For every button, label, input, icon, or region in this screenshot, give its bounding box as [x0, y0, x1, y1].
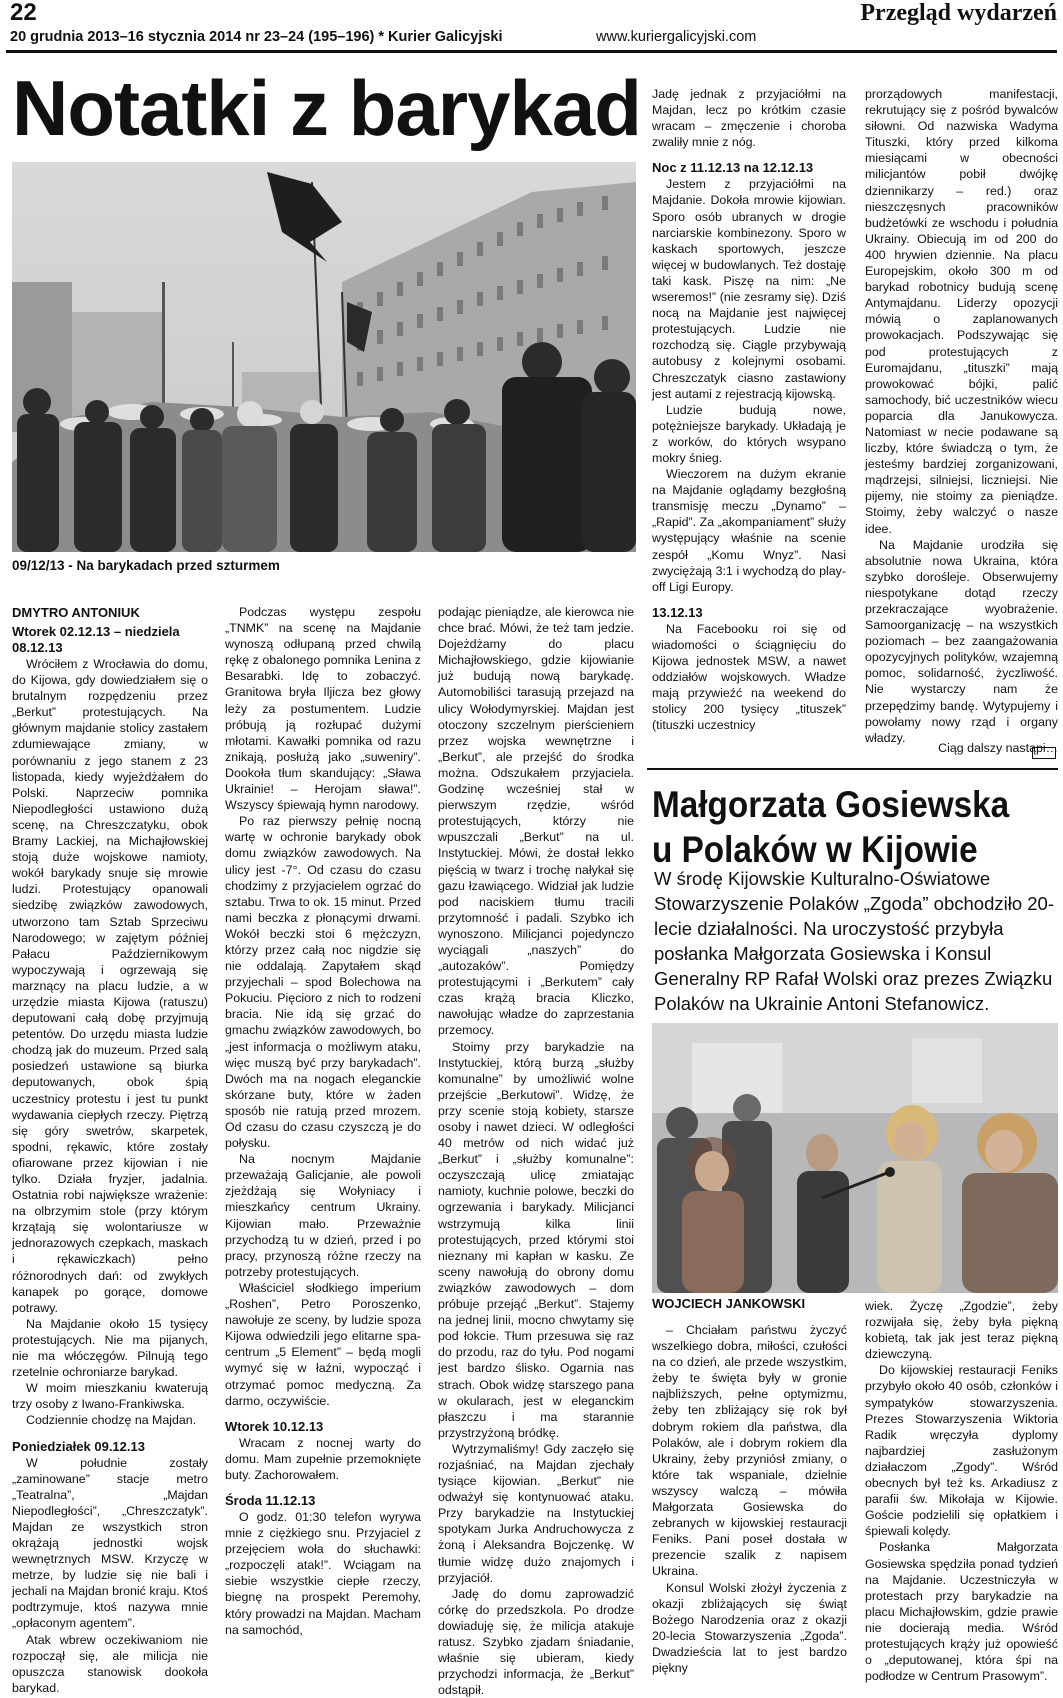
paragraph: Jestem z przyjaciółmi na Majdanie. Dokoła mrowie kijowian. Sporo osób ubranych w drogie narciarskie kombinezony. Sporo w kaskach sportowych, jeszcze więcej w budowlanych. Też dostaję taki kask. Piszę na nim: „Ne wseremos!” (nie zesramy się). Dziś nocą na Majdanie jest najwięcej protestujących. Ludzie nie rozchodzą się. Ciągle przybywają autobusy z kolejnymi osobami. Chreszczatyk ciasno zastawiony jest autami z rejestracją kijowską.: [652, 177, 846, 401]
article2-title-line2: u Polaków w Kijowie: [652, 829, 978, 870]
paragraph: wiek. Życzę „Zgodzie”, żeby rozwijała się, żeby była piękną kobietą, tak jak jest teraz piękną dziewczyną.: [865, 1299, 1058, 1362]
page-number: 22: [10, 0, 37, 26]
paragraph: Jadę do domu zaprowadzić córkę do przedszkola. Po drodze dowiaduję się, że milicja atakuje ratusz. Szybko zjadam śniadanie, właśnie się ubieram, kiedy przychodzi informacja, że „Berkut” odstąpił.: [438, 1586, 634, 1698]
section-title: Przegląd wydarzeń: [860, 0, 1057, 26]
section-heading: Wtorek 10.12.13: [225, 1418, 324, 1434]
site-url[interactable]: www.kuriergalicyjski.com: [596, 29, 757, 45]
paragraph: Wróciłem z Wrocławia do domu, do Kijowa, gdy dowiedziałem się o brutalnym rozpędzeniu przez „Berkut” protestujących. Na głównym majdanie stolicy zastałem zdumiewające zmiany, w porównaniu z jego stanem z 23 listopada, kiedy wyjeżdżałem do Polski. Naprzeciw pomnika Niepodległości ustawiono dużą scenę, na Chreszczatyku, obok Bramy Lackiej, na Michajłowskiej stoją duże wojskowe namioty, wokół barykady snuje się mrowie ludzi. Protestujący opanowali siedzibę związków zawodowych, utworzono tam Sztab Sprzeciwu Narodowego; w zajętym później Pałacu Październikowym wypoczywają i ogrzewają się marznący na placu ludzie, a w urzędzie miasta Kijowa (ratuszu) deputowani całą dobę przyjmują petentów. Do urzędu miasta ludzie chodzą jak do muzeum. Przed salą posiedzeń ustawione są biurka deputowanych, obok śpią uczestnicy protestu i jest tu punkt wydawania ciepłych rzeczy. Piętrzą się góry swetrów, skarpetek, spodni, rękawic, które zostały ofiarowane przez kijowian i nie tylko. Działa fryzjer, jadalnia. Ostatnia robi największe wrażenie: na olbrzymim stole (przy którym krzątają się wolontariusze w jednorazowych czepkach, maskach i rękawiczkach) pełno różnorodnych dań: od zwykłych kanapek po gorące, domowe potrawy.: [12, 657, 208, 1315]
header-rule: [6, 50, 1057, 53]
continued-note: Ciąg dalszy nastąpi…: [938, 741, 1058, 755]
paragraph: Właściciel słodkiego imperium „Roshen”, Petro Poroszenko, nawołuje ze sceny, by ludzie spoza Kijowa odwiedzili jego elitarne spa-centrum „5 Element” – będą mogli wymyć się w łaźni, wypocząć i otrzymać pomoc medyczną. Za darmo, oczywiście.: [225, 1280, 421, 1408]
paragraph: W południe zostały „zaminowane” stacje metro „Teatralna”, „Majdan Niepodległości”, „Chreszczatyk”. Majdan ze wszystkich stron okrążają jednostki wojsk wewnętrznych MSW. Krzyczę w metrze, by ludzie się nie bali i jechali na Majdan bronić kraju. Ktoś podtrzymuje, ktoś nazywa mnie „opłaconym agentem”.: [12, 1455, 208, 1631]
event-photo: [652, 1023, 1058, 1293]
end-mark: [1032, 747, 1056, 759]
paragraph: Podczas występu zespołu „TNMK” na scenę na Majdanie wynoszą odłupaną przed chwilą rękę z obalonego pomnika Lenina z Besarabki. Idę to zobaczyć. Granitowa bryła Iljicza bez głowy leży za postumentem. Ludzie próbują ją rozłupać dużymi młotami. Kawałki pomnika od razu znikają, posłużą jako „suweniry”. Dookoła tłum skandujący: „Sława Ukrainie! – Herojam sława!”. Wszyscy śpiewają hymn narodowy.: [225, 605, 421, 813]
paragraph: Stoimy przy barykadzie na Instytuckiej, którą burzą „służby komunalne” by umożliwić wolne przejście „Berkutowi”. Widzę, że przy scenie stoją kobiety, starsze osoby i nawet dzieci. W odległości 40 metrów od nich widać już „Berkut” i „służby komunalne”: oczyszczają ulicę zmiatając namioty, kuchnie polowe, beczki do ogrzewania i barykady. Milicjanci wstrzymują kilka linii protestujących, przed którymi stoi nieznany mi kapłan w kasku. Ze sceny nawołują do obrony domu związków zawodowych – dom próbuje przejąć „Berkut”. Stajemy na jednej linii, mocno chwytamy się pod łokcie. Tłum przesuwa się raz do przodu, raz do tyłu. Pod nogami jest bardzo ślisko. Ogarnia nas strach. Obok widzę starszego pana w okularach, jest w eleganckim płaszczu i ma starannie przystrzyżoną bródkę.: [438, 1039, 634, 1440]
paragraph: prorządowych manifestacji, rekrutujący się z pośród bywalców siłowni. Od nazwiska Wadyma Tituszki, który przed kilkoma miesiącami w obecności milicjantów pobił dwójkę dziennikarzy – red.) oraz nieszczęsnych pracowników budżetówki ze wschodu i południa Ukrainy. Obiecują im od 200 do 400 hrywien dziennie. Na placu Europejskim, około 300 m od barykad robotnicy budują scenę Antymajdanu. Liderzy opozycji mówią o zaplanowanych prowokacjach. Podszywając się pod protestujących z Euromajdanu, „tituszki” mają prowokować bójki, palić samochody, bić uczestników wiecu poparcia dla Janukowycza. Natomiast w necie podawane są liczby, które świadczą o tym, że jesteśmy bardziej zorganizowani, mądrzejsi, silniejsi, liczniejsi. Nie pijemy, nie stoimy za pieniądze. Stoimy, żeby walczyć o nasze idee.: [865, 87, 1058, 536]
paragraph: Wracam z nocnej warty do domu. Mam zupełnie przemoknięte buty. Zachorowałem.: [225, 1435, 421, 1482]
paragraph: Posłanka Małgorzata Gosiewska spędziła ponad tydzień na Majdanie. Uczestniczyła w protestach przy barykadzie na placu Michajłowskim, gdzie prawie nie docierają media. Wśród protestujących krąży już opowieść o „deputowanej, która śpi na podłodze w Centrum Prasowym”.: [865, 1540, 1058, 1684]
issue-info: 20 grudnia 2013–16 stycznia 2014 nr 23–24 (195–196) * Kurier Galicyjski: [10, 29, 503, 45]
paragraph: Do kijowskiej restauracji Feniks przybyło około 40 osób, członków i sympatyków stowarzyszenia. Prezes Stowarzyszenia Wiktoria Radik wręczyła dyplomy najbardziej zasłużonym działaczom „Zgody”. Wśród obecnych był też ks. Arkadiusz z parafii św. Mikołaja w Kijowie. Goście podzielili się opłatkiem i śpiewali kolędy.: [865, 1363, 1058, 1539]
paragraph: Na Majdanie urodziła się absolutnie nowa Ukraina, która szybko dorośleje. Obserwujemy niespotykane dotąd rzeczy przekraczające wyobrażenie. Samoorganizację – na wszystkich poziomach – bez zaangażowania opozycyjnych polityków, wzajemną pomoc, solidarność, życzliwość. Nie wystarczy nam że przepędzimy bandę. Wytypujemy i powołamy nowy rząd i organy władzy.: [865, 537, 1058, 745]
article2-author-byline: WOJCIECH JANKOWSKI: [652, 1296, 806, 1311]
paragraph: Wytrzymaliśmy! Gdy zaczęło się rozjaśniać, na Majdan zjechały tysiące kijowian. „Berkut” nie odważył się kontynuować ataku. Przy barykadzie na Instytuckiej spotykam Jurka Andruchowycza z żoną i Aleksandra Bojczenkę. W tłumie widzę dużo znajomych i przyjaciół.: [438, 1441, 634, 1585]
author-byline: DMYTRO ANTONIUK: [12, 605, 140, 620]
paragraph: Konsul Wolski złożył życzenia z okazji zbliżających się świąt Bożego Narodzenia oraz z okazji 20-lecia Stowarzyszenia „Zgoda”. Dwadzieścia lat to jest bardzo piękny: [652, 1580, 847, 1675]
paragraph: – Chciałam państwu życzyć wszelkiego dobra, miłości, czułości na co dzień, ale przede wszystkim, żeby te święta były w gronie najbliższych, pełne optymizmu, żeby ten zbliżający się rok był dobrym rokiem dla państwa, dla Polaków, ale i dobrym rokiem dla Ukrainy, żeby przyniósł zmiany, o które tak wspaniale, dzielnie wszyscy walczą – mówiła Małgorzata Gosiewska do zebranych w kijowskiej restauracji Feniks. Pani poseł dostała w prezencie szalik z napisem Ukraina.: [652, 1323, 847, 1579]
section-heading: Środa 11.12.13: [225, 1492, 316, 1508]
article2-title: [652, 782, 1009, 872]
paragraph: Po raz pierwszy pełnię nocną wartę w ochronie barykady obok domu związków zawodowych. Na ulicy jest -7°. Od czasu do czasu chodzimy z przyjacielem ogrzać do sztabu. Trwa to ok. 15 minut. Przed nami beczka z płonącymi drwami. Wokół beczki stoi 6 mężczyzn, którzy przez całą noc nigdzie się nie oddalają. Zapytałem skąd przyjechali – spod Bolechowa na Pokuciu. Pięcioro z nich to rodzeni bracia. Nie idą się grzać do gmachu związków zawodowych, bo „jest informacja o możliwym ataku, więc muszą być przy barykadach”. Dwóch ma na nogach eleganckie skórzane buty, które w żaden sposób nie ratują przed mrozem. Od czasu do czasu czyszczą je do połysku.: [225, 814, 421, 1151]
paragraph: O godz. 01:30 telefon wyrywa mnie z ciężkiego snu. Przyjaciel z przejęciem woła do słuchawki: „rozpoczęli atak!”. Wciągam na siebie wszystkie ciepłe rzeczy, biegnę na prospekt Peremohy, który prowadzi na Majdan. Macham na samochód,: [225, 1509, 421, 1637]
paragraph: Ludzie budują nowe, potężniejsze barykady. Układają je z worków, do których wsypano mokry śnieg.: [652, 402, 846, 465]
section-heading: Noc z 11.12.13 na 12.12.13: [652, 160, 814, 176]
paragraph: Codziennie chodzę na Majdan.: [26, 1413, 197, 1428]
article2-lead: W środę Kijowskie Kulturalno-Oświatowe Stowarzyszenie Polaków „Zgoda” obchodziło 20-lecie działalności. Na uroczystość przybyła posłanka Małgorzata Gosiewska i Konsul Generalny RP Rafał Wolski oraz prezes Związku Polaków na Ukrainie Antoni Stefanowicz.: [654, 868, 1055, 1014]
paragraph: Na Facebooku roi się od wiadomości o ściągnięciu do Kijowa jednostek MSW, a nawet oddziałów wojskowych. Władze mają przywieźć na weekend do stolicy 200 tysięcy „tituszek” (tituszki uczestnicy: [652, 621, 846, 733]
paragraph: Atak wbrew oczekiwaniom nie rozpoczął się, ale milicja nie opuszcza stanowisk dookoła barykad.: [12, 1632, 208, 1695]
article-column-1: [12, 624, 208, 1695]
article-column-3: [438, 604, 634, 1698]
article-column-2: [225, 604, 421, 1658]
barricade-photo: [12, 162, 636, 552]
article-divider: [647, 768, 1058, 770]
section-heading: 13.12.13: [652, 604, 703, 620]
article2-column-1: [652, 1322, 847, 1675]
article2-column-2: [865, 1298, 1058, 1684]
article-title: Notatki z barykad: [12, 64, 641, 152]
paragraph: Wieczorem na dużym ekranie na Majdanie oglądamy bezgłośną transmisję meczu „Dynamo” – „Rapid”. Za „akompaniament” służy występujący właśnie na scenie zespół „Komu Wnyz”. Nasi zwyciężają 3:1 i wychodzą do play-off Ligi Europy.: [652, 467, 846, 594]
article2-title-line1: Małgorzata Gosiewska: [652, 784, 1010, 825]
photo-caption: 09/12/13 - Na barykadach przed szturmem: [12, 558, 280, 573]
article-column-4: [652, 86, 846, 766]
section-heading: Wtorek 02.12.13 – niedziela 08.12.13: [12, 624, 180, 655]
paragraph: Na nocnym Majdanie przeważają Galicjanie, ale powoli zjeżdżają się Wołyniacy i mieszkańcy centrum Ukrainy. Kijowian mało. Przeważnie przychodzą tu w dzień, przed i po pracy, przynoszą różne rzeczy na potrzeby protestujących.: [225, 1152, 421, 1279]
paragraph: Na Majdanie około 15 tysięcy protestujących. Nie ma pijanych, nie ma włóczęgów. Pilnują tego rzetelnie ochroniarze barykad.: [12, 1316, 208, 1380]
paragraph: W moim mieszkaniu kwaterują trzy osoby z Iwano-Frankiwska.: [12, 1381, 208, 1412]
paragraph: podając pieniądze, ale kierowca nie chce brać. Mówi, że też tam jedzie. Dojeżdżamy do placu Michajłowskiego, gdzie kijowianie już budują nową barykadę. Automobiliści tarasują przejazd na ulicy Wołodymyrskiej. Majdan jest otoczony szczelnym pierścieniem przez wojska wewnętrzne i „Berkut”, ale przejść do środka można. Odszukałem przyjaciela. Godzinę wcześniej stał w pierwszym rzędzie, wśród protestujących, którzy nie wpuszczali „Berkut” na ul. Instytuckiej. Mówi, że dostał lekko pięścią w twarz i trochę nałykał się gazu łzawiącego. Widział jak ludzie pod naciskiem tłumu tracili przytomność i padali. Szybko ich wynoszono. Milicjanci pojedynczo wyciągali „naszych” do „autozaków”. Pomiędzy protestującymi i „Berkutem” cały czas krążą bracia Kliczko, nawołując władze do zaprzestania przemocy.: [438, 605, 634, 1038]
section-heading: Poniedziałek 09.12.13: [12, 1438, 145, 1454]
paragraph: Jadę jednak z przyjaciółmi na Majdan, lecz po krótkim czasie wracam – zmęczenie i choroba zwaliły mnie z nóg.: [652, 87, 846, 150]
article-column-5: [865, 86, 1058, 746]
